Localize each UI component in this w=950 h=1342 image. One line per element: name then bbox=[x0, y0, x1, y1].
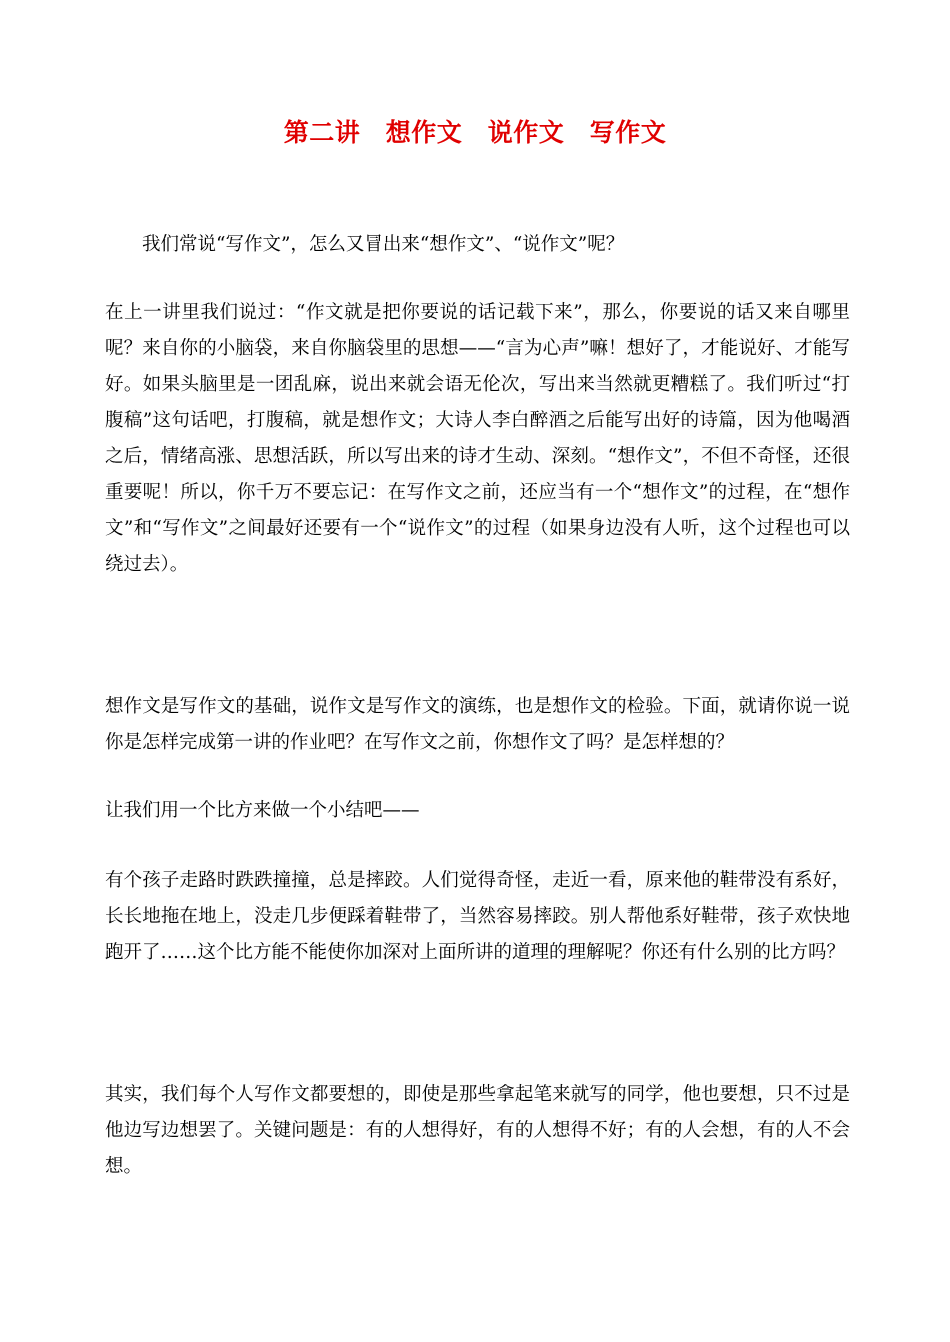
paragraph-summary-lead: 让我们用一个比方来做一个小结吧—— bbox=[105, 800, 420, 821]
paragraph-why-think: 在上一讲里我们说过：“作文就是把你要说的话记载下来”，那么，你要说的话又来自哪里呢？来自你的小脑袋，来自你脑袋里的思想——“言为心声”嘛！想好了，才能说好、才能写好。如果头脑里是一团乱麻，说出来就会语无伦次，写出来当然就更糟糕了。我们听过“打腹稿”这句话吧，打腹稿，就是想作文；大诗人李白醉酒之后能写出好的诗篇，因为他喝酒之后，情绪高涨、思想活跃，所以写出来的诗才生动、深刻。“想作文”，不但不奇怪，还很重要呢！所以，你千万不要忘记：在写作文之前，还应当有一个“想作文”的过程，在“想作文”和“写作文”之间最好还要有一个“说作文”的过程（如果身边没有人听，这个过程也可以绕过去）。 bbox=[105, 302, 850, 575]
paragraph-conclusion: 其实，我们每个人写作文都要想的，即使是那些拿起笔来就写的同学，他也要想，只不过是他边写边想罢了。关键问题是：有的人想得好，有的人想得不好；有的人会想，有的人不会想。 bbox=[105, 1084, 850, 1177]
paragraph-analogy: 有个孩子走路时跌跌撞撞，总是摔跤。人们觉得奇怪，走近一看，原来他的鞋带没有系好，长长地拖在地上，没走几步便踩着鞋带了，当然容易摔跤。别人帮他系好鞋带，孩子欢快地跑开了……这个比方能不能使你加深对上面所讲的道理的理解呢？你还有什么别的比方吗？ bbox=[105, 870, 850, 963]
paragraph-intro: 我们常说“写作文”，怎么又冒出来“想作文”、“说作文”呢？ bbox=[142, 234, 625, 255]
paragraph-foundation: 想作文是写作文的基础，说作文是写作文的演练，也是想作文的检验。下面，就请你说一说你是怎样完成第一讲的作业吧？在写作文之前，你想作文了吗？是怎样想的？ bbox=[105, 696, 850, 753]
page-title: 第二讲 想作文 说作文 写作文 bbox=[283, 118, 667, 147]
